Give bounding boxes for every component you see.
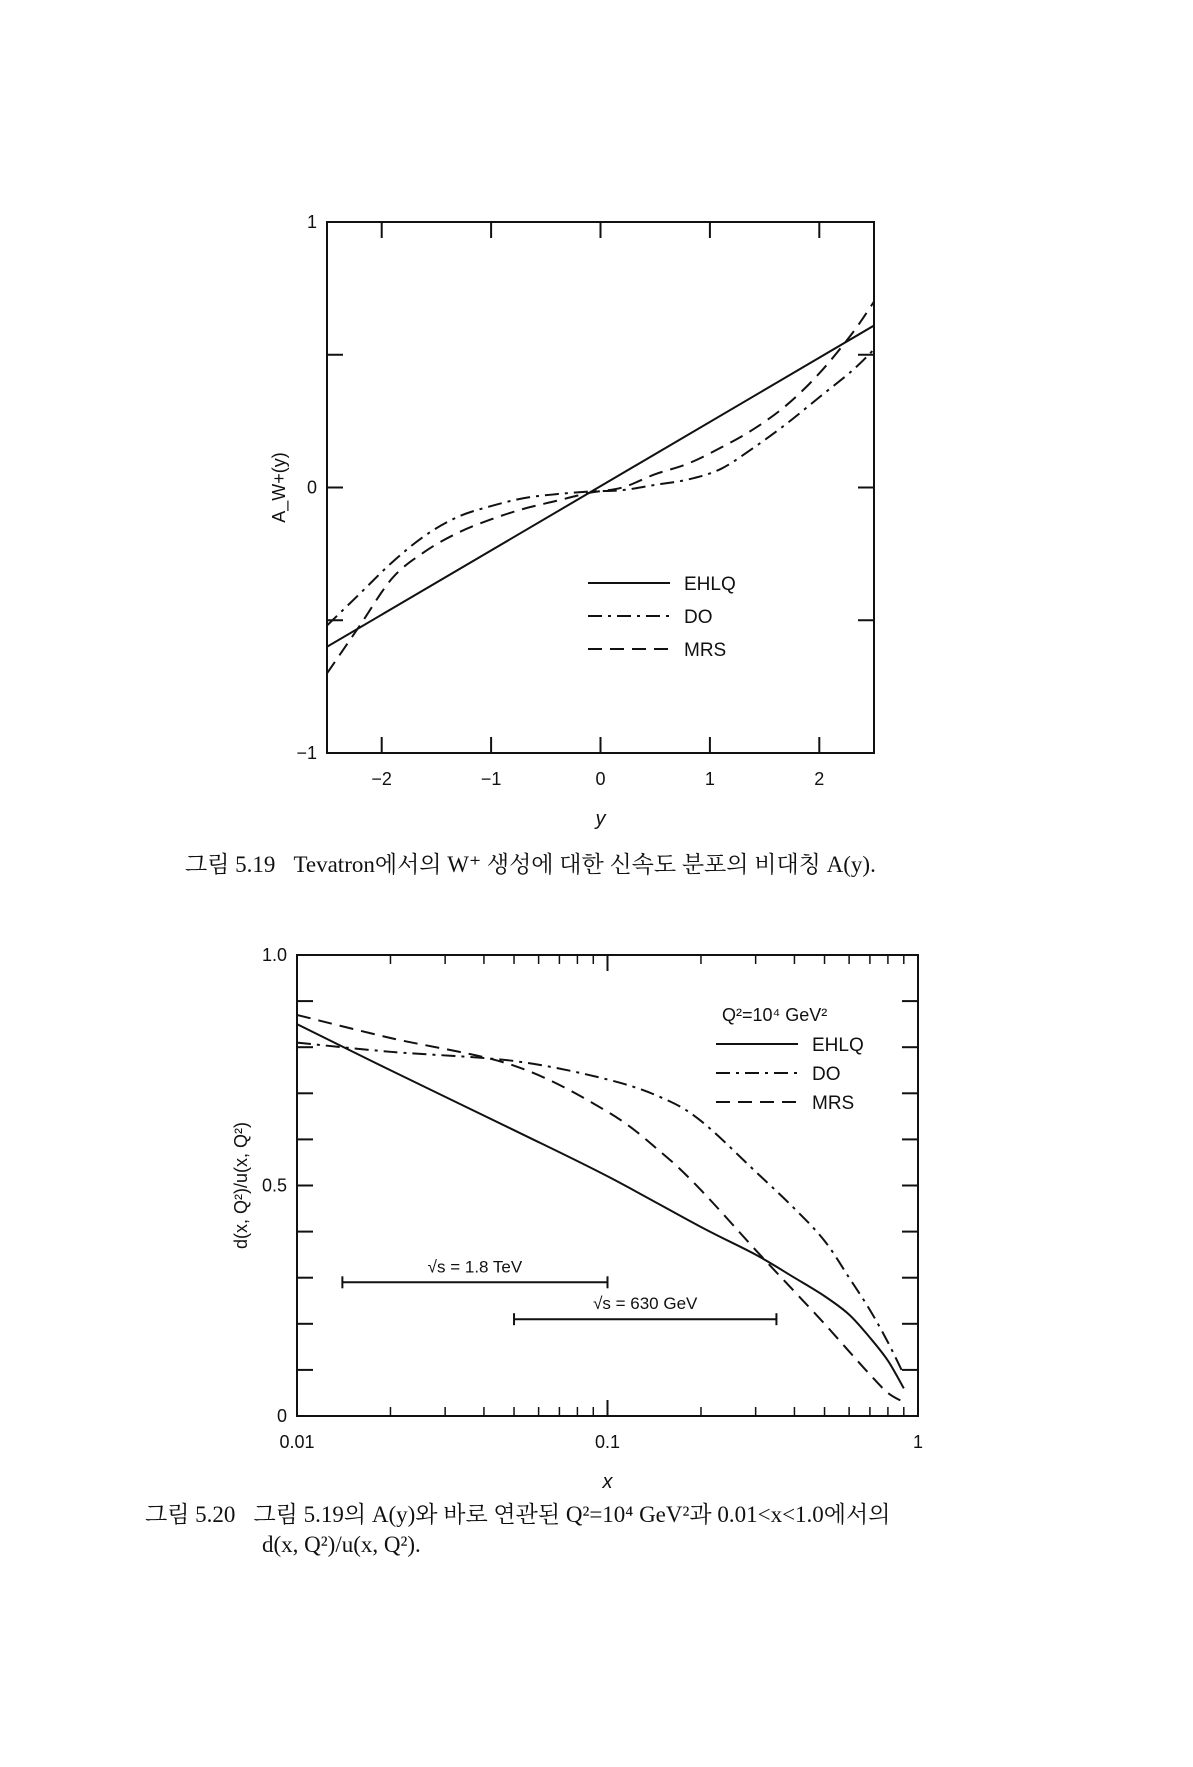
x-tick-label: −2 xyxy=(371,769,392,789)
legend-label: DO xyxy=(684,607,713,628)
series-line-mrs xyxy=(327,302,874,674)
annotation-label: √s = 630 GeV xyxy=(593,1294,698,1314)
x-tick-label: 2 xyxy=(814,769,825,789)
x-tick-label: 0.1 xyxy=(594,1432,621,1452)
y-tick-label: 1.0 xyxy=(261,945,287,965)
y-tick-label: −1 xyxy=(296,743,317,763)
x-axis-label: y xyxy=(595,808,606,830)
plot-frame xyxy=(327,222,874,753)
chart-asymmetry xyxy=(269,212,874,830)
legend-label: EHLQ xyxy=(684,574,736,595)
caption-text-line2: d(x, Q²)/u(x, Q²). xyxy=(262,1532,421,1557)
caption-fig-5-20 xyxy=(145,1496,890,1529)
x-tick-label: 0 xyxy=(595,769,606,789)
caption-number: 그림 5.19 xyxy=(185,852,276,877)
x-axis-label: x xyxy=(602,1471,613,1493)
y-axis-label: d(x, Q²)/u(x, Q²) xyxy=(231,1122,251,1249)
x-tick-label: 1 xyxy=(912,1432,924,1452)
x-tick-label: 1 xyxy=(704,769,715,789)
legend-label: DO xyxy=(812,1064,841,1085)
caption-text: Tevatron에서의 W⁺ 생성에 대한 신속도 분포의 비대칭 A(y). xyxy=(293,852,876,877)
y-axis-label: A_W+(y) xyxy=(269,452,289,523)
legend-label: MRS xyxy=(684,640,727,661)
y-tick-label: 0 xyxy=(276,1406,287,1426)
annotation-label: √s = 1.8 TeV xyxy=(427,1257,523,1277)
x-tick-label: −1 xyxy=(480,769,502,789)
series-line-ehlq xyxy=(327,326,874,647)
series-line-do xyxy=(327,349,874,625)
caption-fig-5-20-line2 xyxy=(262,1532,421,1558)
caption-number: 그림 5.20 xyxy=(145,1502,236,1527)
y-tick-label: 1 xyxy=(306,212,317,232)
chart-du-ratio xyxy=(231,945,923,1493)
y-tick-label: 0 xyxy=(306,477,317,498)
y-tick-label: 0.5 xyxy=(261,1175,287,1196)
legend-label: MRS xyxy=(812,1093,855,1114)
x-tick-label: 0.01 xyxy=(279,1432,315,1452)
legend-title: Q²=10⁴ GeV² xyxy=(722,1005,828,1025)
caption-fig-5-19 xyxy=(185,846,876,879)
legend-label: EHLQ xyxy=(812,1035,864,1056)
caption-text: 그림 5.19의 A(y)와 바로 연관된 Q²=10⁴ GeV²과 0.01<x<1.0에서의 xyxy=(253,1502,891,1527)
